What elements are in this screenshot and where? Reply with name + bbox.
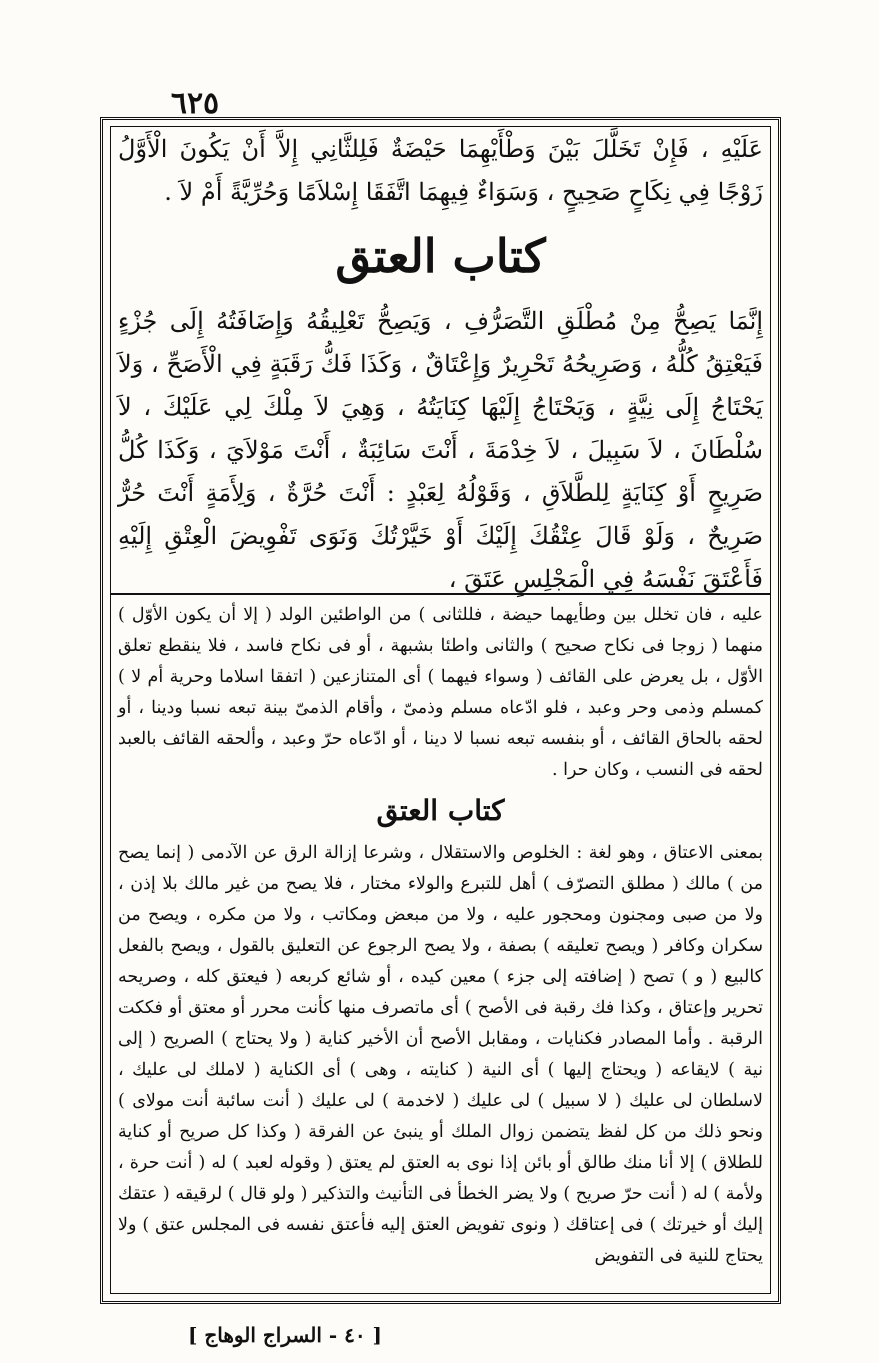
page-number: ٦٢٥ bbox=[170, 86, 220, 121]
sharh-book-title: كتاب العتق bbox=[376, 794, 505, 827]
sharh-intro-paragraph: عليه ، فان تخلل بين وطأيهما حيضة ، فللثانى ) من الواطئين الولد ( إلا أن يكون الأوّل ) منهما ( زوجا فى نكاح صحيح ) والثانى واطئا بشبهة ، أو فى نكاح فاسد ، فلا ينقطع تعلق الأوّل ، بل يعرض على القائف ( وسواء فيهما ) أى المتنازعين ( اتفقا اسلاما وحرية أم لا ) كمسلم وذمى وحر وعبد ، فلو ادّعاه مسلم وذمىّ ، وأقام الذمىّ بينة تبعه نسبا ودينا ، أو لحقه بالحاق القائف ، أو بنفسه تبعه نسبا لا دينا ، أو ادّعاه حرّ وعبد ، وألحقه القائف بالعبد لحقه فى النسب ، وكان حرا . bbox=[118, 605, 763, 780]
matn-intro-paragraph: عَلَيْهِ ، فَإِنْ تَخَلَّلَ بَيْنَ وَطْأَيْهِمَا حَيْضَةٌ فَلِلثَّانِي إِلاَّ أَنْ يَكُونَ الْأَوَّلُ زَوْجًا فِي نِكَاحٍ صَحِيحٍ ، وَسَوَاءٌ فِيهِمَا اتَّفَقَا إِسْلاَمًا وَحُرِّيَّةً أَمْ لاَ . bbox=[118, 135, 763, 206]
matn-body-paragraph: إِنَّمَا يَصِحُّ مِنْ مُطْلَقِ التَّصَرُّفِ ، وَيَصِحُّ تَعْلِيقُهُ وَإِضَافَتُهُ إِلَى جُزْءٍ فَيَعْتِقُ كُلُّهُ ، وَصَرِيحُهُ تَحْرِيرٌ وَإِعْتَاقٌ ، وَكَذَا فَكُّ رَقَبَةٍ فِي الْأَصَحِّ ، وَلاَ يَحْتَاجُ إِلَى نِيَّةٍ ، وَيَحْتَاجُ إِلَيْهَا كِنَايَتُهُ ، وَهِيَ لاَ مِلْكَ لِي عَلَيْكَ ، لاَ سُلْطَانَ ، لاَ سَبِيلَ ، لاَ خِدْمَةَ ، أَنْتَ سَائِبَةٌ ، أَنْتَ مَوْلاَيَ ، وَكَذَا كُلُّ صَرِيحٍ أَوْ كِنَايَةٍ لِلطَّلاَقِ ، وَقَوْلُهُ لِعَبْدٍ : أَنْتَ حُرَّةٌ ، وَلِأَمَةٍ أَنْتَ حُرٌّ صَرِيحٌ ، وَلَوْ قَالَ عِتْقُكَ إِلَيْكَ أَوْ خَيَّرْتُكَ وَنَوَى تَفْوِيضَ الْعِتْقِ إِلَيْهِ فَأَعْتَقَ نَفْسَهُ فِي الْمَجْلِسِ عَتَقَ ، bbox=[118, 307, 763, 593]
matn-book-title: كتاب العتق bbox=[335, 229, 546, 283]
matn-section bbox=[118, 128, 763, 593]
sharh-body-paragraph: بمعنى الاعتاق ، وهو لغة : الخلوص والاستقلال ، وشرعا إزالة الرق عن الآدمى ( إنما يصح من ) مالك ( مطلق التصرّف ) أهل للتبرع والولاء مختار ، فلا يصح من غير مالك بلا إذن ، ولا من صبى ومجنون ومحجور عليه ، ولا من مبعض ومكاتب ، ولا من مكره ، ويصح من سكران وكافر ( ويصح تعليقه ) بصفة ، ولا يصح الرجوع عن التعليق بالقول ، ويصح بالفعل كالبيع ( و ) تصح ( إضافته إلى جزء ) معين كيده ، أو شائع كربعه ( فيعتق كله ، وصريحه تحرير وإعتاق ، وكذا فك رقبة فى الأصح ) أى ماتصرف منها كأنت محرر أو معتق أو فككت الرقبة . وأما المصادر فكنايات ، ومقابل الأصح أن الأخير كناية ( ولا يحتاج ) الصريح ( إلى نية ) لايقاعه ( ويحتاج إليها ) أى النية ( كنايته ، وهى ) أى الكناية ( لاملك لى عليك ، لاسلطان لى عليك ( لا سبيل ) لى عليك ( لاخدمة ) لى عليك ( أنت سائبة أنت مولاى ) ونحو ذلك من كل لفظ يتضمن زوال الملك أو ينبئ عن الفرقة ( وكذا كل صريح أو كناية للطلاق ) إلا أنا منك طالق أو بائن إذا نوى به العتق لم يعتق ( وقوله لعبد ) له ( أنت حرة ، ولأمة ) له ( أنت حرّ صريح ) ولا يضر الخطأ فى التأنيث والتذكير ( ولو قال ) لرقيقه ( عتقك إليك أو خيرتك ) فى إعتاقك ( ونوى تفويض العتق إليه فأعتق نفسه فى المجلس عتق ) ولا يحتاج للنية فى التفويض bbox=[118, 843, 763, 1266]
matn-sharh-divider bbox=[110, 593, 771, 595]
page-footer-signature: [ ٤٠ - السراج الوهاج ] bbox=[187, 1323, 383, 1347]
sharh-section bbox=[118, 600, 763, 1290]
